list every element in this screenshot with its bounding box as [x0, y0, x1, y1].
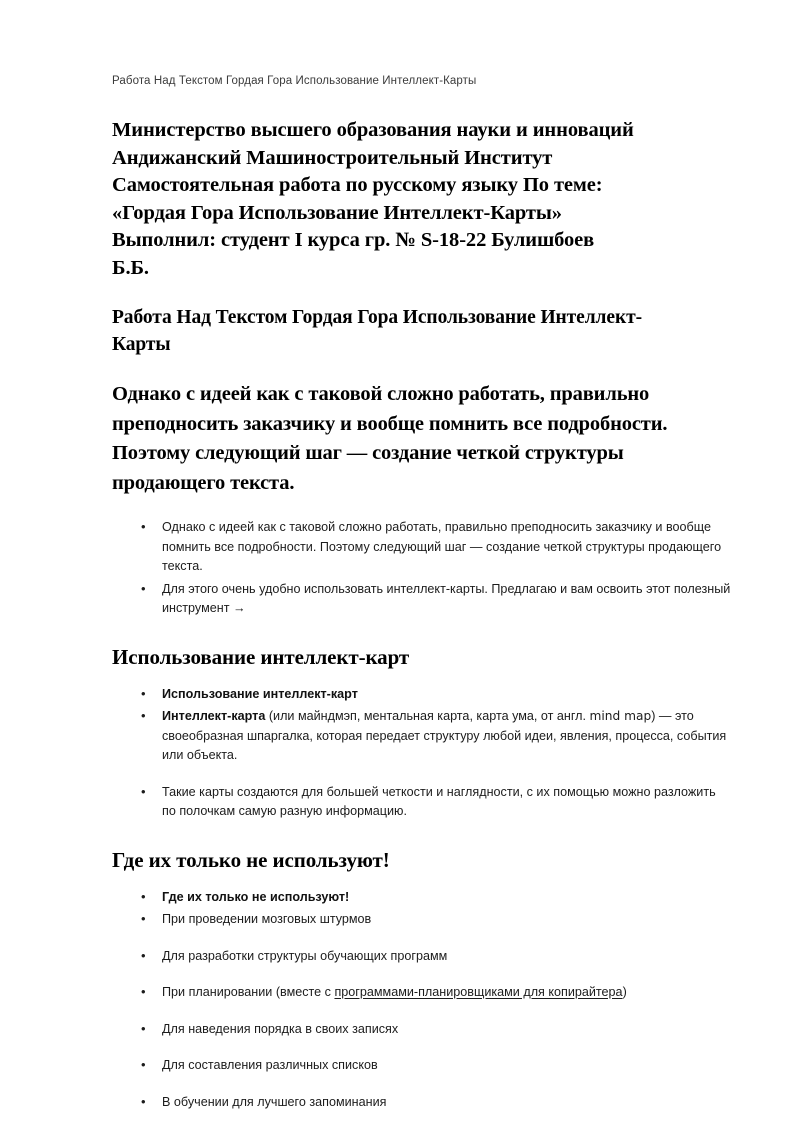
list-item-bold-label: Использование интеллект-карт: [162, 686, 358, 701]
definition-text-before: (или майндмэп, ментальная карта, карта ума, от англ.: [265, 709, 590, 723]
usage-bullet-list: [112, 888, 732, 1113]
list-item: [112, 685, 732, 705]
lead-paragraph: Однако с идеей как с таковой сложно работать, правильно преподносить заказчику и вообще помнить все подробности. Поэтому следующий шаг — создание четкой структуры продающего текста.: [112, 383, 668, 494]
definition-text-after: ) — это своеобразная шпаргалка, которая передает структуру любой идеи, явления, процесса, события или объекта.: [162, 709, 727, 762]
definition-term: Интеллект-карта: [162, 709, 266, 723]
title-line-5: Выполнил: студент I курса гр. № S-18-22 Булишбоев: [112, 229, 595, 251]
list-item: • Такие карты создаются для большей четкости и наглядности, с их помощью можно разложить по полочкам самую разную информацию.: [112, 783, 732, 822]
mindmaps-bullet-list: [112, 685, 732, 822]
list-item: [112, 888, 732, 908]
list-item: • Однако с идеей как с таковой сложно работать, правильно преподносить заказчику и вообще помнить все подробности. Поэтому следующий шаг — создание четкой структуры продающего текста.: [112, 518, 732, 577]
list-item-with-link: [112, 983, 732, 1003]
title-line-1: Министерство высшего образования науки и инноваций: [112, 119, 634, 141]
list-item-definition: [112, 707, 732, 766]
title-line-2: Андижанский Машиностроительный Институт: [112, 146, 553, 169]
running-header: Работа Над Текстом Гордая Гора Использование Интеллект-Карты: [112, 75, 477, 87]
title-line-3: Самостоятельная работа по русскому языку По теме:: [112, 174, 603, 196]
title-block: [112, 117, 732, 282]
list-item: • При проведении мозговых штурмов: [112, 910, 732, 930]
planner-programs-link[interactable]: программами-планировщиками для копирайтера: [334, 985, 623, 999]
list-item: • В обучении для лучшего запоминания: [112, 1093, 732, 1113]
title-line-6: Б.Б.: [112, 256, 149, 279]
list-item-suffix: ): [622, 985, 627, 999]
page-title: Работа Над Текстом Гордая Гора Использование Интеллект-Карты: [112, 307, 642, 355]
list-item-bold-label: Где их только не используют!: [162, 889, 350, 904]
list-item: • Для этого очень удобно использовать интеллект-карты. Предлагаю и вам освоить этот полезный инструмент →: [112, 580, 732, 619]
list-item: • Для наведения порядка в своих записях: [112, 1020, 732, 1040]
definition-latin-term: mind map: [589, 709, 652, 723]
section-heading-mindmaps: Использование интеллект-карт: [112, 644, 410, 669]
document-content: [112, 74, 732, 1112]
list-item: • Для составления различных списков: [112, 1056, 732, 1076]
list-item-prefix: При планировании (вместе с: [162, 985, 335, 999]
list-item: • Для разработки структуры обучающих программ: [112, 947, 732, 967]
intro-bullet-list: [112, 518, 732, 619]
title-line-4: «Гордая Гора Использование Интеллект-Карты»: [112, 201, 562, 224]
section-heading-usage: Где их только не используют!: [112, 847, 390, 872]
